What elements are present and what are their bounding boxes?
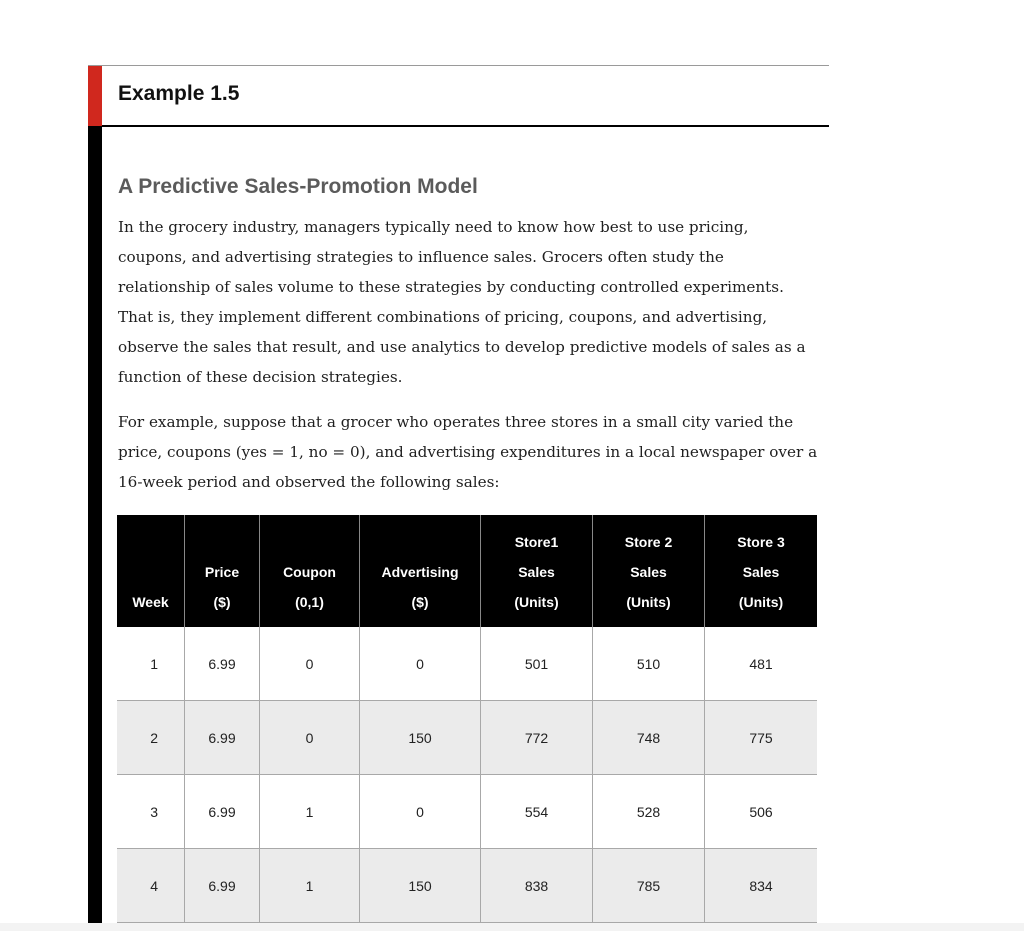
table-row <box>117 627 817 701</box>
header-store3-line2: Sales <box>742 564 780 580</box>
header-store1-line1: Store1 <box>514 534 559 550</box>
table-row <box>117 775 817 849</box>
header-store2-line3: (Units) <box>626 594 671 610</box>
header-store3-line1: Store 3 <box>737 534 785 550</box>
intro-paragraph: In the grocery industry, managers typically need to know how best to use pricing, coupons, and advertising strategies to influence sales. Grocers often study the relationship of sales volume to these strategies by conducting controlled experiments. That is, they implement different combinations of pricing, coupons, and advertising, observe the sales that result, and use analytics to develop predictive models of sales as a function of these decision strategies. <box>118 218 806 386</box>
header-price-line1: Price <box>204 564 240 580</box>
header-divider <box>102 125 829 127</box>
cell-store1-sales: 838 <box>481 849 593 923</box>
header-store1-line2: Sales <box>518 564 555 580</box>
header-store3 <box>705 515 818 627</box>
cell-advertising: 150 <box>360 849 481 923</box>
cell-price: 6.99 <box>185 701 260 775</box>
table-row <box>117 849 817 923</box>
sales-table <box>117 515 817 923</box>
header-advertising-line1: Advertising <box>381 564 459 580</box>
cell-coupon: 0 <box>260 701 360 775</box>
cell-week: 3 <box>117 775 185 849</box>
bottom-edge <box>0 923 1024 931</box>
header-coupon-line2: (0,1) <box>295 594 324 610</box>
cell-coupon: 1 <box>260 849 360 923</box>
cell-store1-sales: 554 <box>481 775 593 849</box>
cell-price: 6.99 <box>185 849 260 923</box>
header-store1-line3: (Units) <box>514 594 559 610</box>
header-price <box>185 515 260 627</box>
cell-store2-sales: 785 <box>593 849 705 923</box>
cell-store2-sales: 748 <box>593 701 705 775</box>
header-store2 <box>593 515 705 627</box>
accent-bar-red <box>88 65 102 126</box>
cell-store3-sales: 481 <box>705 627 818 701</box>
section-title: A Predictive Sales-Promotion Model <box>118 175 478 198</box>
header-week-line: Week <box>132 594 169 610</box>
cell-store3-sales: 834 <box>705 849 818 923</box>
cell-store1-sales: 501 <box>481 627 593 701</box>
cell-coupon: 0 <box>260 627 360 701</box>
cell-advertising: 0 <box>360 627 481 701</box>
cell-store2-sales: 510 <box>593 627 705 701</box>
example-paragraph: For example, suppose that a grocer who operates three stores in a small city varied the price, coupons (yes = 1, no = 0), and advertising expenditures in a local newspaper over a 16-week period and observed the following sales: <box>118 413 818 491</box>
cell-price: 6.99 <box>185 775 260 849</box>
cell-store2-sales: 528 <box>593 775 705 849</box>
top-divider <box>88 65 829 66</box>
cell-coupon: 1 <box>260 775 360 849</box>
header-store2-line2: Sales <box>630 564 667 580</box>
cell-store3-sales: 775 <box>705 701 818 775</box>
header-store1 <box>481 515 593 627</box>
header-price-line2: ($) <box>213 594 231 610</box>
cell-advertising: 150 <box>360 701 481 775</box>
header-coupon <box>260 515 360 627</box>
table-row <box>117 701 817 775</box>
cell-advertising: 0 <box>360 775 481 849</box>
cell-store1-sales: 772 <box>481 701 593 775</box>
cell-week: 1 <box>117 627 185 701</box>
header-coupon-line1: Coupon <box>283 564 336 580</box>
cell-week: 2 <box>117 701 185 775</box>
accent-bar-black <box>88 126 102 923</box>
header-week <box>117 515 185 627</box>
example-title: Example 1.5 <box>118 82 240 105</box>
header-store3-line3: (Units) <box>738 594 784 610</box>
header-advertising-line2: ($) <box>411 594 429 610</box>
header-advertising <box>360 515 481 627</box>
header-store2-line1: Store 2 <box>624 534 673 550</box>
cell-price: 6.99 <box>185 627 260 701</box>
table-header-row <box>117 515 817 627</box>
cell-week: 4 <box>117 849 185 923</box>
cell-store3-sales: 506 <box>705 775 818 849</box>
